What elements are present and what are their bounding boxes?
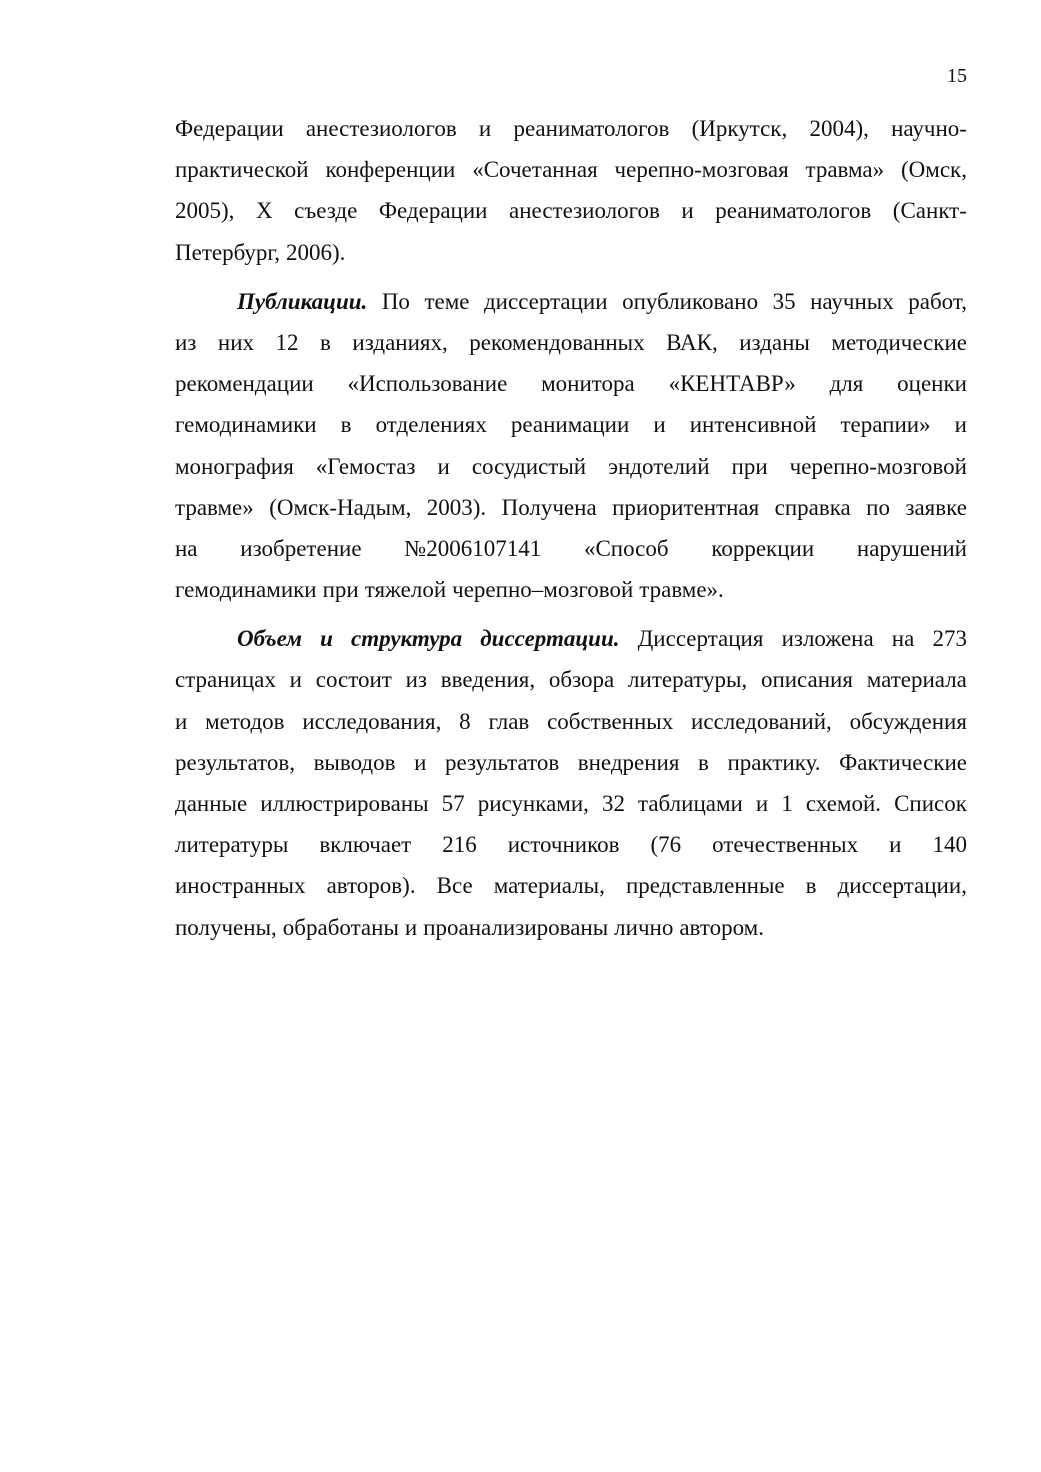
word: черепно-мозговой: [789, 453, 967, 479]
word: 12: [275, 329, 299, 355]
word: на: [175, 535, 198, 561]
word: данные: [175, 791, 248, 816]
word: «КЕНТАВР»: [668, 371, 796, 397]
word: 2004),: [809, 116, 869, 141]
word: и: [889, 832, 902, 858]
word: при: [731, 453, 768, 479]
word: автором.: [679, 914, 764, 940]
word: авторов).: [326, 873, 416, 899]
text-line: [175, 281, 967, 322]
word: при: [322, 577, 359, 603]
text-line: [175, 404, 967, 445]
word: изданиях,: [352, 329, 448, 355]
paragraph-lead-word: структура: [351, 626, 463, 652]
word: получены,: [175, 914, 277, 940]
text-line: [175, 528, 967, 569]
word: «Способ: [583, 535, 669, 561]
word: в: [805, 873, 817, 899]
word: Петербург,: [175, 239, 280, 265]
word: сосудистый: [471, 453, 587, 479]
word: монитора: [541, 371, 635, 397]
paragraph-lead-word: Публикации.: [237, 288, 368, 314]
word: травма»: [805, 157, 885, 183]
word: Федерации: [175, 116, 284, 141]
word: (Санкт-: [892, 198, 967, 224]
word: рекомендации: [175, 371, 314, 397]
paragraph-conferences: [175, 108, 967, 273]
word: черепно–мозговой: [452, 577, 634, 603]
word: работ,: [908, 288, 967, 314]
word: выводов: [313, 749, 396, 775]
text-line: [175, 824, 967, 865]
word: монография: [175, 453, 294, 479]
word: тяжелой: [364, 577, 447, 603]
word: 140: [932, 832, 967, 858]
word: опубликовано: [622, 288, 759, 314]
word: 57: [441, 791, 465, 816]
word: нарушений: [856, 535, 967, 561]
word: иллюстрированы: [260, 791, 429, 816]
word: обработаны: [282, 914, 399, 940]
text-line: [175, 487, 967, 528]
word: исследования,: [302, 708, 442, 734]
text-line: [175, 149, 967, 190]
word: иностранных: [175, 873, 306, 899]
word: глав: [488, 708, 530, 734]
word: и: [478, 116, 492, 141]
word: изложена: [781, 626, 874, 652]
text-line: [175, 322, 967, 363]
word: эндотелий: [608, 453, 710, 479]
word: описания: [760, 667, 853, 693]
word: X: [255, 198, 273, 224]
text-line: [175, 232, 967, 273]
text-line: [175, 363, 967, 404]
word: Все: [436, 873, 473, 899]
word: черепно-мозговая: [614, 157, 789, 183]
word: включает: [319, 832, 412, 858]
word: изобретение: [240, 535, 362, 561]
word: и: [414, 749, 427, 775]
word: лично: [614, 914, 674, 940]
word: изданы: [739, 329, 810, 355]
word: конференции: [325, 157, 456, 183]
word: отделениях: [375, 412, 487, 438]
text-line: [175, 569, 967, 610]
word: (Иркутск,: [691, 116, 788, 141]
text-line: [175, 659, 967, 700]
paragraph-lead-word: и: [320, 626, 333, 652]
word: них: [217, 329, 255, 355]
word: диссертации,: [837, 873, 967, 899]
word: 8: [459, 708, 471, 734]
word: для: [829, 371, 864, 397]
word: «Гемостаз: [315, 453, 416, 479]
body-text: [175, 108, 967, 948]
word: рисунками,: [477, 791, 589, 816]
word: 273: [932, 626, 967, 652]
word: интенсивной: [689, 412, 817, 438]
word: источников: [507, 832, 620, 858]
word: Федерации: [378, 198, 488, 224]
word: съезде: [294, 198, 358, 224]
word: 2006).: [286, 239, 346, 265]
word: (Омск-Надым,: [269, 494, 412, 520]
text-line: [175, 742, 967, 783]
word: отечественных: [712, 832, 859, 858]
word: гемодинамики: [175, 577, 317, 603]
word: методов: [205, 708, 285, 734]
word: по: [866, 494, 890, 520]
word: №2006107141: [404, 535, 542, 561]
word: методические: [831, 329, 967, 355]
word: в: [698, 749, 709, 775]
word: травме»: [175, 494, 254, 520]
word: терапии»: [840, 412, 931, 438]
word: реаниматологов: [513, 116, 670, 141]
word: Получена: [501, 494, 597, 520]
word: диссертации: [483, 288, 608, 314]
word: оценки: [897, 371, 967, 397]
word: научных: [810, 288, 894, 314]
word: практику.: [727, 749, 821, 775]
word: рекомендованных: [469, 329, 645, 355]
word: заявке: [905, 494, 967, 520]
word: реанимации: [510, 412, 630, 438]
word: практической: [175, 157, 309, 183]
word: в: [340, 412, 352, 438]
word: обзора: [548, 667, 615, 693]
text-line: [175, 701, 967, 742]
word: ВАК,: [666, 329, 718, 355]
page-number: 15: [947, 65, 967, 87]
word: Диссертация: [637, 626, 764, 652]
word: внедрения: [577, 749, 680, 775]
word: «Использование: [347, 371, 508, 397]
word: схемой.: [805, 791, 882, 816]
paragraph-structure: [175, 618, 967, 948]
text-line: [175, 783, 967, 824]
text-line: [175, 108, 967, 149]
word: 216: [442, 832, 477, 858]
word: из: [175, 329, 197, 355]
word: 2003).: [426, 494, 487, 520]
paragraph-publications: [175, 281, 967, 611]
word: страницах: [175, 667, 276, 693]
word: и: [681, 198, 694, 224]
word: состоит: [315, 667, 392, 693]
word: в: [320, 329, 331, 355]
word: результатов,: [175, 749, 295, 775]
word: Фактические: [839, 749, 967, 775]
word: исследований,: [691, 708, 832, 734]
word: реаниматологов: [715, 198, 872, 224]
word: материалы,: [493, 873, 605, 899]
word: (76: [650, 832, 682, 858]
word: на: [891, 626, 915, 652]
word: 35: [772, 288, 796, 314]
word: «Сочетанная: [472, 157, 598, 183]
word: 32: [601, 791, 625, 816]
word: Список: [894, 791, 967, 816]
word: травме».: [639, 577, 724, 603]
word: (Омск,: [901, 157, 967, 183]
word: приоритентная: [612, 494, 760, 520]
word: литературы,: [628, 667, 748, 693]
word: литературы: [175, 832, 289, 858]
word: и: [175, 708, 188, 734]
word: 1: [781, 791, 793, 816]
word: собственных: [547, 708, 674, 734]
word: и: [404, 914, 418, 940]
word: коррекции: [711, 535, 815, 561]
text-line: [175, 865, 967, 906]
paragraph-lead-word: диссертации.: [480, 626, 620, 652]
word: теме: [424, 288, 470, 314]
text-line: [175, 446, 967, 487]
word: гемодинамики: [175, 412, 317, 438]
word: материала: [866, 667, 967, 693]
word: и: [653, 412, 666, 438]
text-line: [175, 618, 967, 659]
word: 2005),: [175, 198, 235, 224]
word: научно-: [891, 116, 967, 141]
word: справка: [774, 494, 851, 520]
word: введения,: [440, 667, 536, 693]
word: представленные: [625, 873, 785, 899]
word: и: [289, 667, 302, 693]
word: анестезиологов: [305, 116, 457, 141]
word: анестезиологов: [509, 198, 660, 224]
word: и: [437, 453, 450, 479]
word: и: [755, 791, 769, 816]
word: обсуждения: [849, 708, 967, 734]
word: из: [405, 667, 428, 693]
text-line: [175, 907, 967, 948]
word: и: [954, 412, 967, 438]
paragraph-lead-word: Объем: [237, 626, 303, 652]
word: проанализированы: [423, 914, 609, 940]
word: По: [381, 288, 410, 314]
word: таблицами: [638, 791, 743, 816]
text-line: [175, 190, 967, 231]
word: результатов: [444, 749, 560, 775]
